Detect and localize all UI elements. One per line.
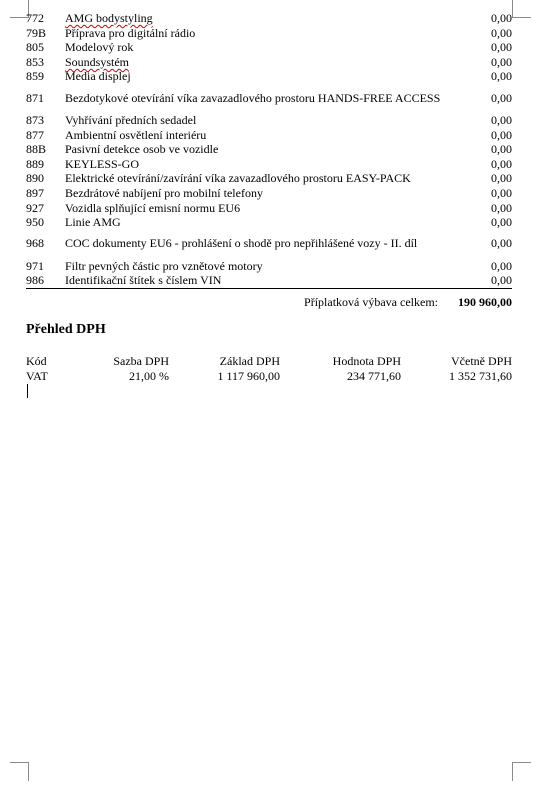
item-price: 0,00: [491, 69, 512, 84]
item-description: Ambientní osvětlení interiéru: [65, 127, 207, 142]
vat-header-total: Včetně DPH: [451, 354, 512, 368]
item-code: 871: [26, 90, 44, 105]
item-code: 897: [26, 185, 44, 200]
item-price: 0,00: [491, 11, 512, 25]
item-description: Linie AMG: [65, 215, 121, 230]
vat-table: [26, 354, 512, 384]
vat-header-amount: Hodnota DPH: [332, 354, 401, 368]
crop-mark-top-right: [512, 0, 531, 18]
item-description: Soundsystém: [65, 54, 130, 69]
item-description: AMG bodystyling: [65, 11, 153, 25]
item-description: Vyhřívání předních sedadel: [65, 112, 197, 127]
item-code: 877: [26, 127, 44, 142]
item-price: 0,00: [491, 273, 512, 288]
item-price: 0,00: [491, 112, 512, 127]
crop-mark-bottom-right: [512, 762, 531, 781]
item-price: 0,00: [491, 90, 512, 105]
item-price: 0,00: [491, 142, 512, 157]
item-code: 772: [26, 11, 44, 25]
vat-amount: 234 771,60: [347, 369, 401, 383]
table-row: [26, 157, 512, 172]
table-row: [26, 142, 512, 157]
item-code: 950: [26, 215, 44, 230]
crop-mark-bottom-left: [10, 762, 29, 781]
item-code: 971: [26, 258, 44, 273]
item-description: Modelový rok: [65, 40, 134, 55]
item-description: Identifikační štítek s číslem VIN: [65, 273, 222, 288]
table-row: [26, 128, 512, 143]
vat-rate: 21,00 %: [129, 369, 169, 383]
item-description: Bezdrátové nabíjení pro mobilní telefony: [65, 185, 263, 200]
table-row: [26, 186, 512, 201]
vat-code: VAT: [26, 369, 48, 383]
table-row: [26, 201, 512, 216]
equipment-total: [26, 295, 512, 309]
item-description: Media displej: [65, 69, 131, 84]
table-row: [26, 55, 512, 70]
table-row: [26, 84, 512, 113]
vat-row: [26, 369, 512, 384]
table-row: [26, 26, 512, 41]
vat-header-code: Kód: [26, 354, 47, 368]
item-price: 0,00: [491, 185, 512, 200]
item-code: 88B: [26, 142, 47, 157]
table-row: [26, 215, 512, 230]
item-price: 0,00: [491, 25, 512, 40]
item-description: KEYLESS-GO: [65, 156, 139, 171]
table-row: [26, 113, 512, 128]
item-code: 805: [26, 40, 44, 55]
table-row: [26, 11, 512, 26]
item-code: 873: [26, 112, 44, 127]
item-price: 0,00: [491, 127, 512, 142]
item-code: 853: [26, 54, 44, 69]
item-price: 0,00: [491, 236, 512, 251]
item-description: Bezdotykové otevírání víka zavazadlového prostoru HANDS-FREE ACCESS: [65, 90, 441, 105]
table-row: [26, 171, 512, 186]
item-code: 986: [26, 273, 44, 288]
vat-header-base: Základ DPH: [219, 354, 280, 368]
item-code: 927: [26, 200, 44, 215]
total-value: 190 960,00: [458, 295, 512, 309]
item-code: 968: [26, 236, 44, 251]
item-price: 0,00: [491, 215, 512, 230]
vat-total: 1 352 731,60: [449, 369, 512, 383]
vat-base: 1 117 960,00: [217, 369, 280, 383]
vat-header-row: [26, 354, 512, 369]
vat-header-rate: Sazba DPH: [113, 354, 169, 368]
item-price: 0,00: [491, 54, 512, 69]
vat-section-title: Přehled DPH: [26, 322, 106, 337]
table-row: [26, 273, 512, 289]
item-description: COC dokumenty EU6 - prohlášení o shodě pro nepřihlášené vozy - II. díl: [65, 236, 418, 251]
item-description: Příprava pro digitální rádio: [65, 25, 196, 40]
table-row: [26, 259, 512, 274]
item-price: 0,00: [491, 156, 512, 171]
equipment-table: [26, 11, 512, 289]
item-description: Vozidla splňující emisní normu EU6: [65, 200, 241, 215]
table-row: [26, 230, 512, 259]
table-row: [26, 40, 512, 55]
table-row: [26, 69, 512, 84]
item-price: 0,00: [491, 171, 512, 186]
item-price: 0,00: [491, 258, 512, 273]
item-price: 0,00: [491, 200, 512, 215]
item-code: 889: [26, 156, 44, 171]
text-cursor[interactable]: [27, 384, 28, 398]
item-description: Pasivní detekce osob ve vozidle: [65, 142, 219, 157]
total-label: Příplatková výbava celkem:: [304, 295, 438, 309]
item-code: 859: [26, 69, 44, 84]
item-code: 890: [26, 171, 44, 186]
item-description: Elektrické otevírání/zavírání víka zavazadlového prostoru EASY-PACK: [65, 171, 411, 186]
item-description: Filtr pevných částic pro vznětové motory: [65, 258, 263, 273]
item-price: 0,00: [491, 40, 512, 55]
item-code: 79B: [26, 25, 47, 40]
